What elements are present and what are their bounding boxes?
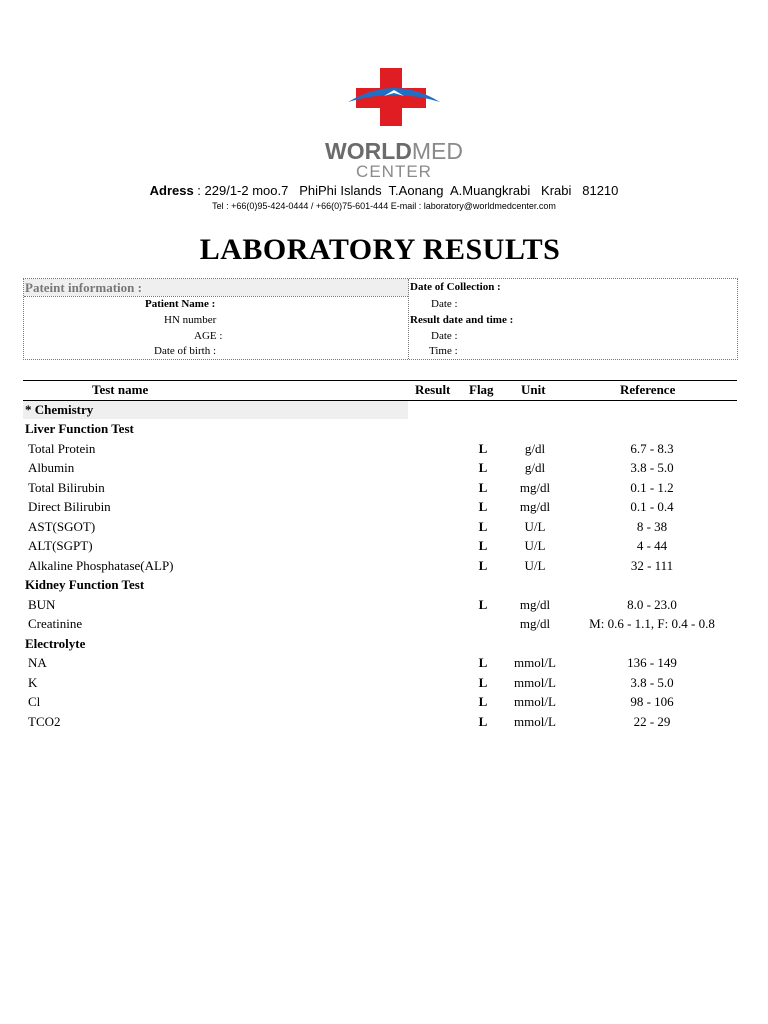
test-flag: L — [478, 499, 488, 514]
test-reference: 6.7 - 8.3 — [630, 440, 674, 456]
test-flag: L — [478, 694, 488, 709]
medical-cross-icon — [344, 66, 444, 130]
test-unit: mg/dl — [519, 479, 551, 495]
col-unit: Unit — [521, 382, 546, 397]
test-flag: L — [478, 518, 488, 534]
test-reference: 136 - 149 — [627, 655, 677, 670]
test-flag: L — [478, 596, 488, 612]
test-name: Alkaline Phosphatase(ALP) — [28, 557, 174, 573]
col-flag: Flag — [469, 382, 494, 397]
col-test-name: Test name — [92, 382, 149, 397]
test-name: NA — [28, 655, 47, 670]
test-flag: L — [478, 440, 488, 456]
info-divider-vertical — [408, 279, 409, 359]
test-flag: L — [478, 655, 488, 670]
test-unit: mmol/L — [514, 674, 556, 690]
test-flag: L — [478, 479, 488, 495]
test-reference: 32 - 111 — [630, 557, 674, 573]
test-flag: L — [478, 557, 488, 573]
test-unit: mg/dl — [519, 596, 551, 612]
test-name: AST(SGOT) — [28, 518, 96, 534]
test-reference: 0.1 - 0.4 — [630, 499, 674, 514]
age-label: AGE : — [194, 330, 223, 342]
patient-info-heading: Pateint information : — [24, 279, 409, 296]
result-time-label: Time : — [429, 345, 458, 357]
test-unit: U/L — [524, 518, 546, 534]
test-group-name: Electrolyte — [25, 635, 86, 651]
test-unit: g/dl — [524, 440, 546, 456]
test-reference: 8 - 38 — [636, 518, 668, 534]
test-reference: 3.8 - 5.0 — [630, 674, 674, 690]
test-reference: 98 - 106 — [630, 694, 674, 709]
test-name: TCO2 — [28, 713, 61, 729]
test-name: Creatinine — [28, 616, 83, 631]
test-unit: mmol/L — [514, 713, 556, 729]
col-reference: Reference — [620, 382, 676, 397]
test-name: BUN — [28, 596, 56, 612]
test-unit: mmol/L — [514, 655, 556, 670]
col-result: Result — [415, 382, 451, 397]
logo-subtitle: CENTER — [356, 162, 432, 181]
test-unit: U/L — [524, 538, 546, 553]
test-name: Albumin — [28, 460, 75, 475]
logo-wordmark — [314, 138, 474, 165]
test-flag: L — [478, 538, 488, 553]
test-flag: L — [478, 460, 488, 475]
test-name: Direct Bilirubin — [28, 499, 111, 514]
logo-word-bold: WORLD — [325, 138, 412, 164]
test-reference: 3.8 - 5.0 — [630, 460, 674, 475]
test-reference: 0.1 - 1.2 — [630, 479, 674, 495]
clinic-contact: Tel : +66(0)95-424-0444 / +66(0)75-601-444 E-mail : laboratory@worldmedcenter.com — [212, 201, 556, 211]
patient-info-box — [23, 278, 738, 360]
address-label: Adress — [149, 183, 194, 198]
test-unit: U/L — [524, 557, 546, 573]
test-flag: L — [478, 713, 488, 729]
table-top-rule — [23, 380, 737, 381]
test-name: K — [28, 674, 38, 690]
result-datetime-heading: Result date and time : — [410, 314, 514, 326]
test-unit: mg/dl — [519, 499, 551, 514]
page-title: LABORATORY RESULTS — [199, 233, 561, 266]
collection-heading: Date of Collection : — [410, 281, 501, 293]
test-reference: 8.0 - 23.0 — [627, 596, 677, 612]
test-flag: L — [478, 674, 488, 690]
clinic-address — [0, 183, 768, 198]
test-name: Cl — [28, 694, 41, 709]
dob-label: Date of birth : — [154, 345, 217, 357]
logo-word-light: MED — [411, 138, 463, 164]
test-name: Total Protein — [28, 440, 96, 456]
test-reference: 22 - 29 — [633, 713, 671, 729]
test-unit: mg/dl — [519, 616, 551, 631]
test-unit: g/dl — [524, 460, 546, 475]
clinic-logo — [314, 66, 474, 184]
info-divider-horizontal — [24, 296, 408, 297]
test-name: ALT(SGPT) — [28, 538, 93, 553]
test-group-name: Kidney Function Test — [25, 577, 145, 592]
test-unit: mmol/L — [514, 694, 556, 709]
test-group-name: Liver Function Test — [25, 421, 134, 436]
result-date-label: Date : — [431, 330, 458, 342]
category-label: * Chemistry — [25, 402, 94, 417]
test-reference: M: 0.6 - 1.1, F: 0.4 - 0.8 — [589, 616, 715, 631]
test-reference: 4 - 44 — [636, 538, 668, 553]
address-value: : 229/1-2 moo.7 PhiPhi Islands T.Aonang A.Muangkrabi Krabi 81210 — [193, 183, 619, 198]
patient-name-label: Patient Name : — [145, 298, 216, 310]
collection-date-label: Date : — [431, 298, 458, 310]
test-name: Total Bilirubin — [28, 479, 105, 495]
hn-number-label: HN number — [164, 314, 217, 326]
